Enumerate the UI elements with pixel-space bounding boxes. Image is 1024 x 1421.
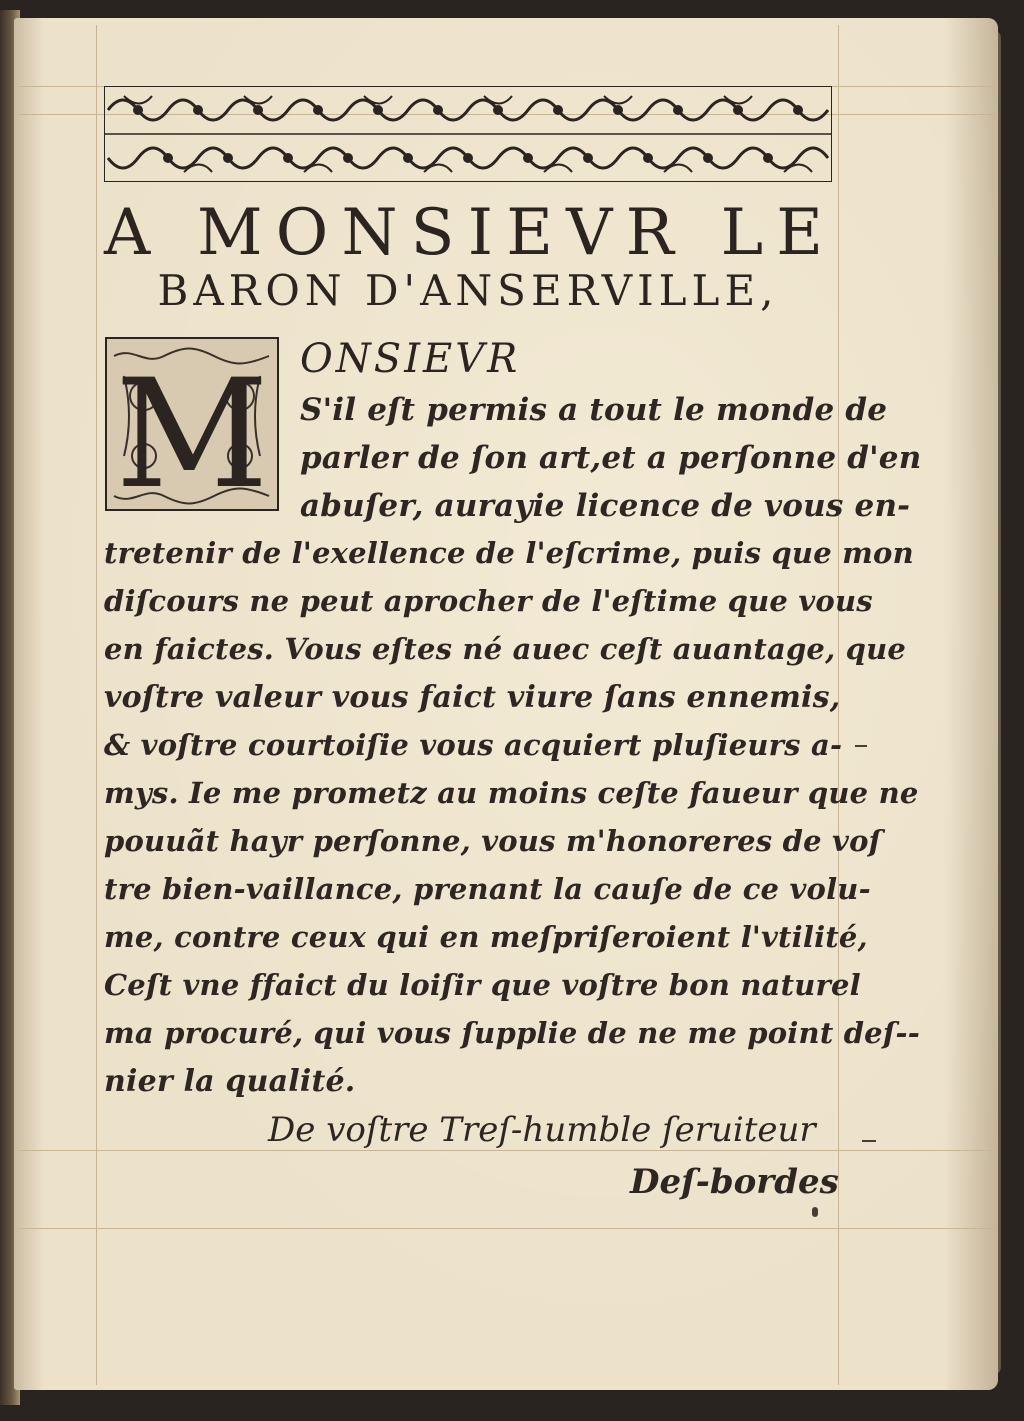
ruled-line-bottom (18, 1150, 993, 1151)
ruled-line-bottom-2 (18, 1228, 993, 1229)
body-line-10: pouuãt hayr perſonne, vous m'honoreres de voſ (104, 824, 882, 858)
ink-mark-margin (862, 1140, 876, 1142)
body-line-3: abuſer, aurayie licence de vous en- (300, 488, 911, 524)
body-line-7: voſtre valeur vous faict viure ſans ennemis, (104, 680, 841, 715)
body-line-8: & voſtre courtoiſie vous acquiert pluſieurs a- (104, 728, 843, 762)
decorated-initial (104, 336, 280, 512)
body-line-14: ma procuré, qui vous ſupplie de ne me point deſ-- (104, 1016, 920, 1050)
body-line-11: tre bien-vaillance, prenant la cauſe de ce volu- (104, 872, 871, 906)
dedication-title-line-2: BARON D'ANSERVILLE, (157, 266, 779, 315)
drop-cap-letter: M (115, 348, 269, 512)
body-line-15: nier la qualité. (104, 1064, 356, 1099)
body-line-13: Ceſt vne ffaict du loiſir que voſtre bon naturel (104, 968, 861, 1002)
signature: Deſ-bordes (630, 1162, 839, 1202)
dedication-title-line-1: A M O N S I E V R L E (104, 196, 832, 270)
closing-line: De voſtre Treſ-humble ſeruiteur (268, 1110, 816, 1150)
ruled-margin-left (96, 25, 97, 1385)
body-line-1: S'il eſt permis a tout le monde de (300, 392, 888, 428)
body-line-5: diſcours ne peut aprocher de l'eſtime que vous (104, 584, 873, 618)
body-line-2: parler de ſon art,et a perſonne d'en (300, 440, 922, 476)
body-line-12: me, contre ceux qui en meſpriſeroient l'vtilité, (104, 920, 868, 954)
salutation: ONSIEVR (300, 336, 521, 382)
body-line-9: mys. Ie me prometz au moins ceſte faueur que ne (104, 776, 919, 810)
ink-mark-margin-2 (855, 745, 867, 747)
body-line-6: en faictes. Vous eſtes né auec ceſt auantage, que (104, 632, 907, 666)
body-line-4: tretenir de l'exellence de l'eſcrime, puis que mon (104, 536, 914, 570)
ornamental-headpiece (104, 86, 832, 182)
ink-mark (812, 1207, 818, 1217)
